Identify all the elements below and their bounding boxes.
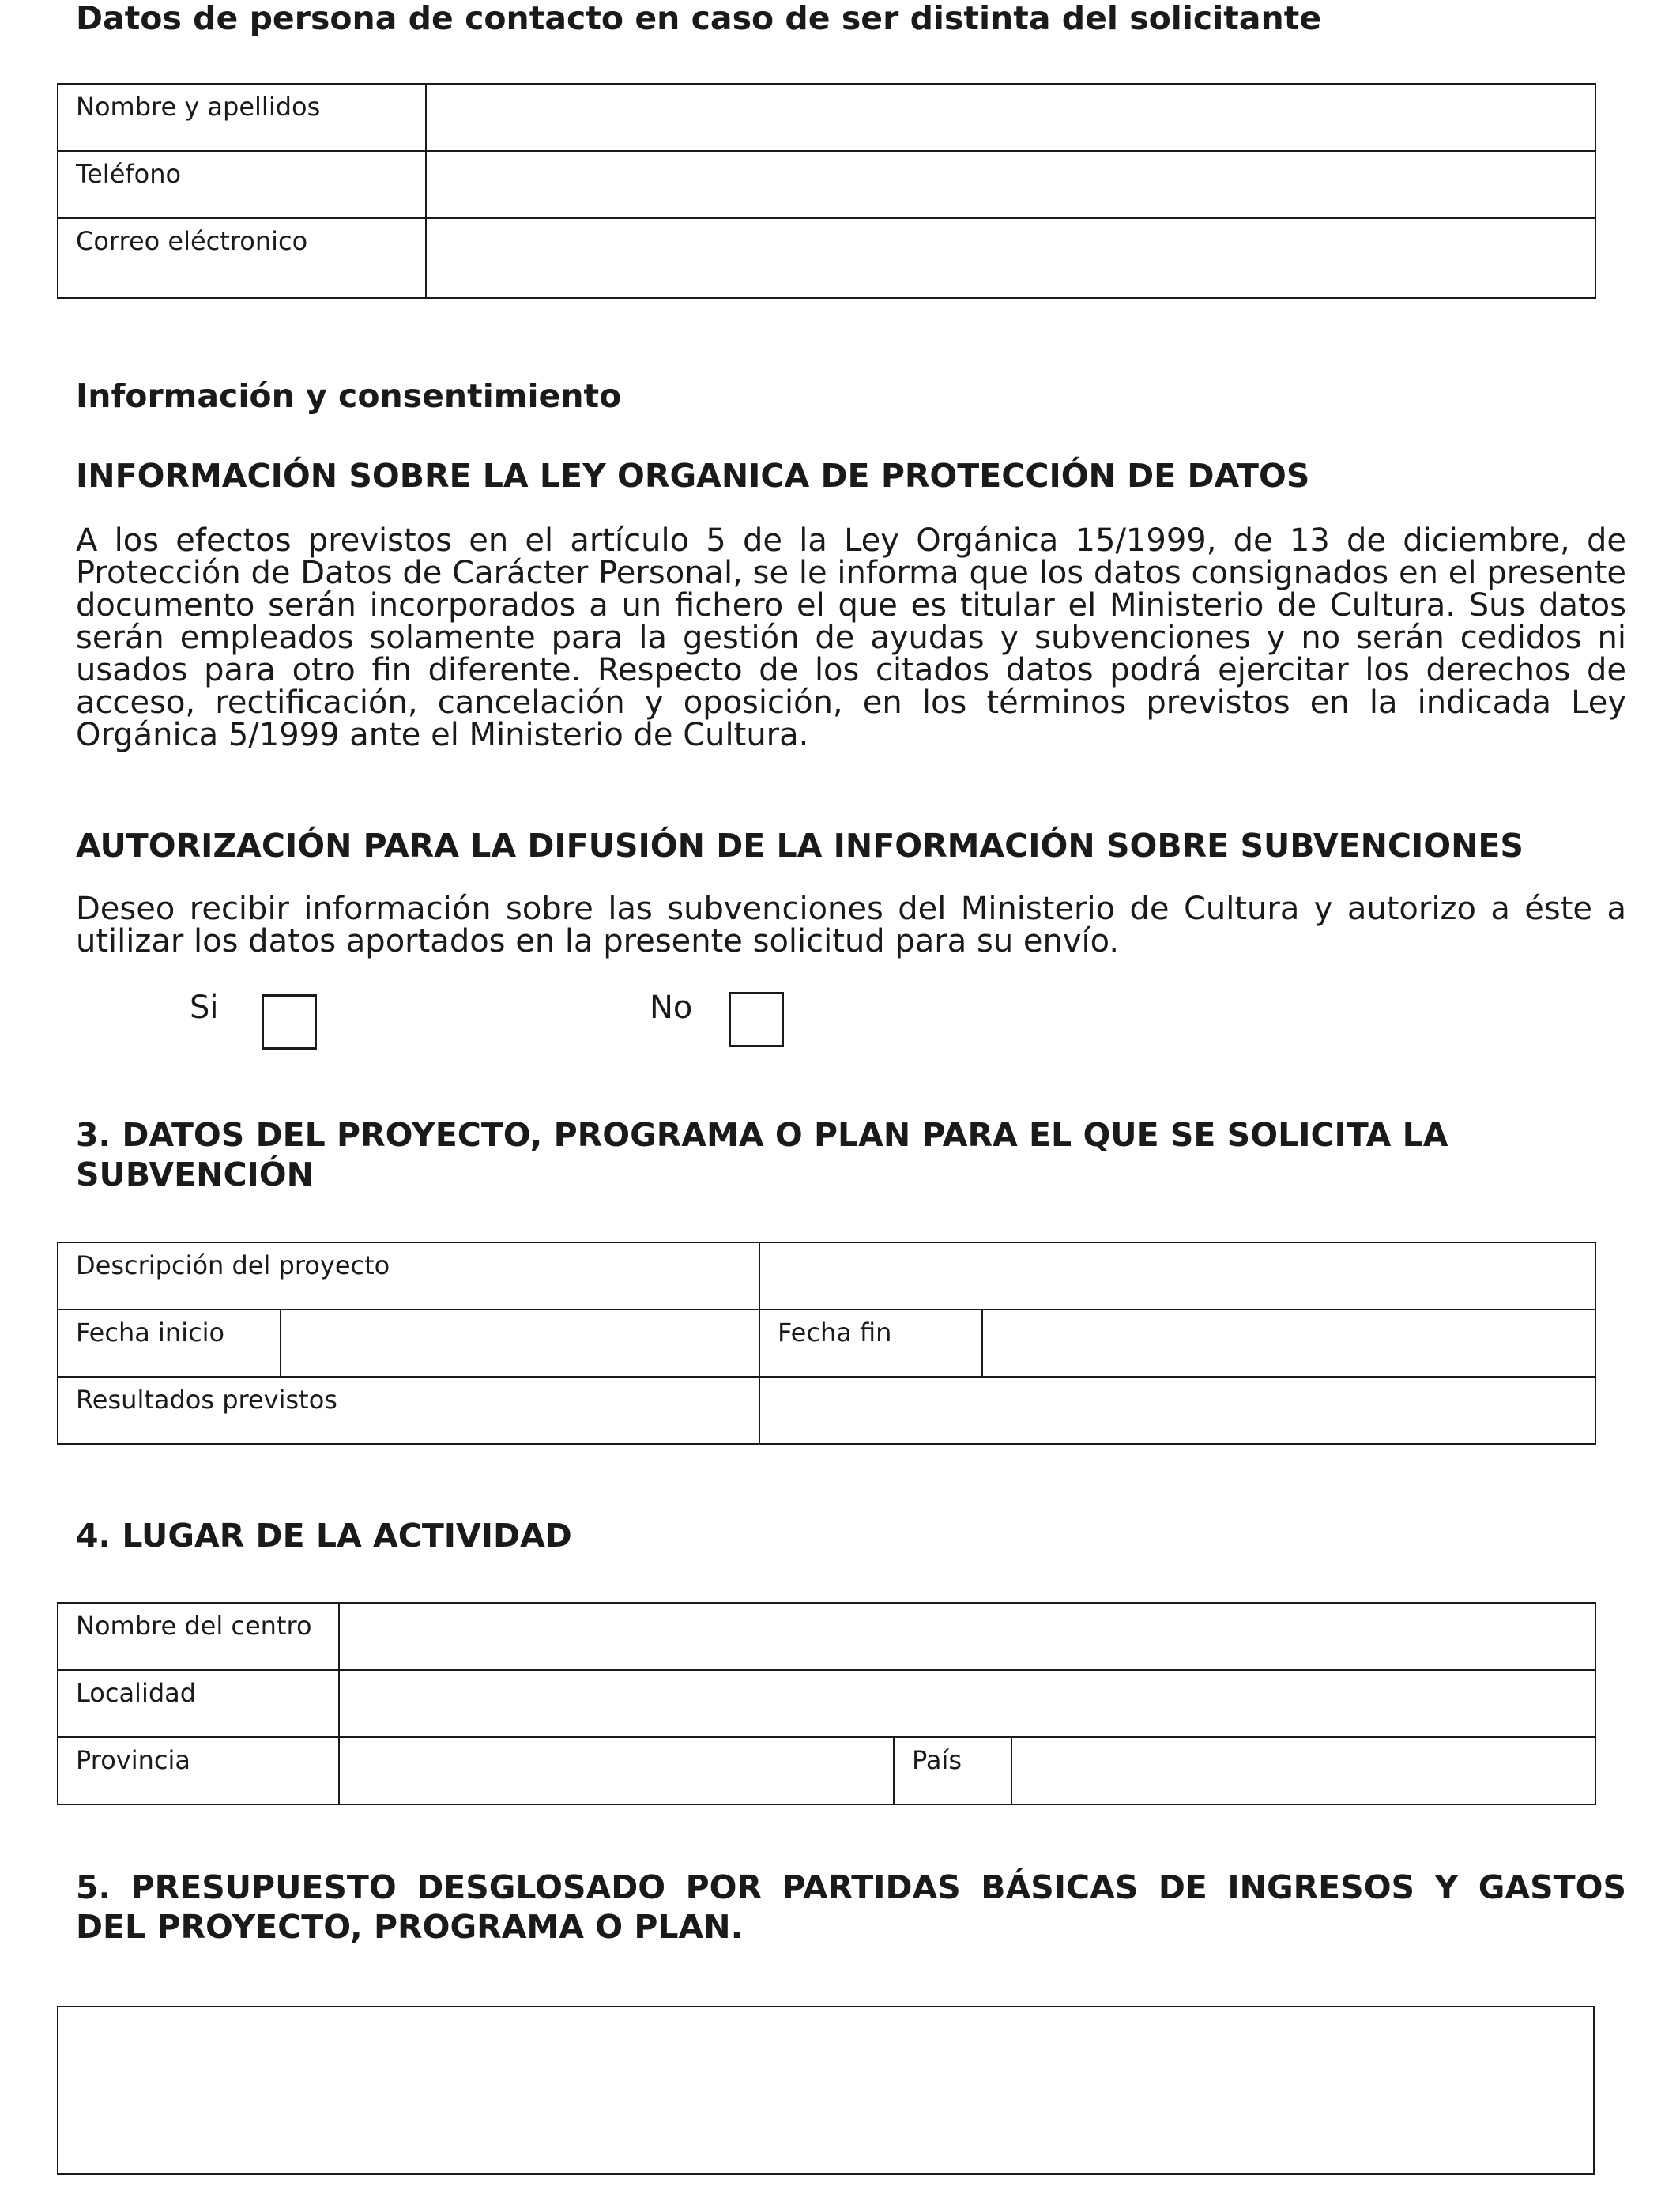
- lopd-heading: INFORMACIÓN SOBRE LA LEY ORGANICA DE PROTECCIÓN DE DATOS: [76, 457, 1310, 495]
- auth-text: Deseo recibir información sobre las subvenciones del Ministerio de Cultura y autorizo a éste a utilizar los datos aportados en la presente solicitud para su envío.: [76, 891, 1626, 959]
- no-label: No: [650, 990, 693, 1026]
- location-country-label: País: [894, 1737, 1011, 1804]
- project-end-field[interactable]: [982, 1310, 1595, 1377]
- location-country-field[interactable]: [1011, 1737, 1595, 1804]
- contact-email-label: Correo eléctronico: [58, 218, 426, 298]
- contact-heading: Datos de persona de contacto en caso de ser distinta del solicitante: [76, 0, 1322, 37]
- contact-email-field[interactable]: [426, 218, 1595, 298]
- consent-heading: Información y consentimiento: [76, 377, 622, 415]
- project-results-field[interactable]: [759, 1377, 1595, 1444]
- location-center-label: Nombre del centro: [58, 1603, 339, 1670]
- location-province-field[interactable]: [339, 1737, 894, 1804]
- location-table: [57, 1602, 1596, 1805]
- budget-heading: 5. PRESUPUESTO DESGLOSADO POR PARTIDAS BÁSICAS DE INGRESOS Y GASTOS DEL PROYECTO, PROGRAMA O PLAN.: [76, 1868, 1626, 1946]
- project-description-label: Descripción del proyecto: [58, 1242, 759, 1310]
- location-center-field[interactable]: [339, 1603, 1595, 1670]
- project-description-field[interactable]: [759, 1242, 1595, 1310]
- contact-name-field[interactable]: [426, 84, 1595, 151]
- lopd-text: A los efectos previstos en el artículo 5 de la Ley Orgánica 15/1999, de 13 de diciembre, de Protección de Datos de Carácter Personal, se le informa que los datos consignados en el presente documento serán incorporados a un fichero el que es titular el Ministerio de Cultura. Sus datos serán empleados solamente para la gestión de ayudas y subvenciones y no serán cedidos ni usados para otro fin diferente. Respecto de los citados datos podrá ejercitar los derechos de acceso, rectificación, cancelación y oposición, en los términos previstos en la indicada Ley Orgánica 5/1999 ante el Ministerio de Cultura.: [76, 522, 1626, 753]
- location-locality-label: Localidad: [58, 1670, 339, 1737]
- project-end-label: Fecha fin: [759, 1310, 982, 1377]
- contact-phone-field[interactable]: [426, 151, 1595, 218]
- no-checkbox[interactable]: [729, 992, 784, 1047]
- location-locality-field[interactable]: [339, 1670, 1595, 1737]
- auth-heading: AUTORIZACIÓN PARA LA DIFUSIÓN DE LA INFORMACIÓN SOBRE SUBVENCIONES: [76, 827, 1524, 865]
- contact-name-label: Nombre y apellidos: [58, 84, 426, 151]
- yes-checkbox[interactable]: [262, 994, 317, 1050]
- location-province-label: Provincia: [58, 1737, 339, 1804]
- yes-label: Si: [190, 990, 219, 1026]
- project-start-label: Fecha inicio: [58, 1310, 281, 1377]
- project-start-field[interactable]: [281, 1310, 759, 1377]
- location-heading: 4. LUGAR DE LA ACTIVIDAD: [76, 1517, 572, 1555]
- project-heading: 3. DATOS DEL PROYECTO, PROGRAMA O PLAN PARA EL QUE SE SOLICITA LA SUBVENCIÓN: [76, 1116, 1448, 1193]
- budget-field[interactable]: [57, 2006, 1595, 2175]
- contact-table: [57, 83, 1596, 299]
- contact-phone-label: Teléfono: [58, 151, 426, 218]
- project-results-label: Resultados previstos: [58, 1377, 759, 1444]
- project-table: [57, 1242, 1596, 1445]
